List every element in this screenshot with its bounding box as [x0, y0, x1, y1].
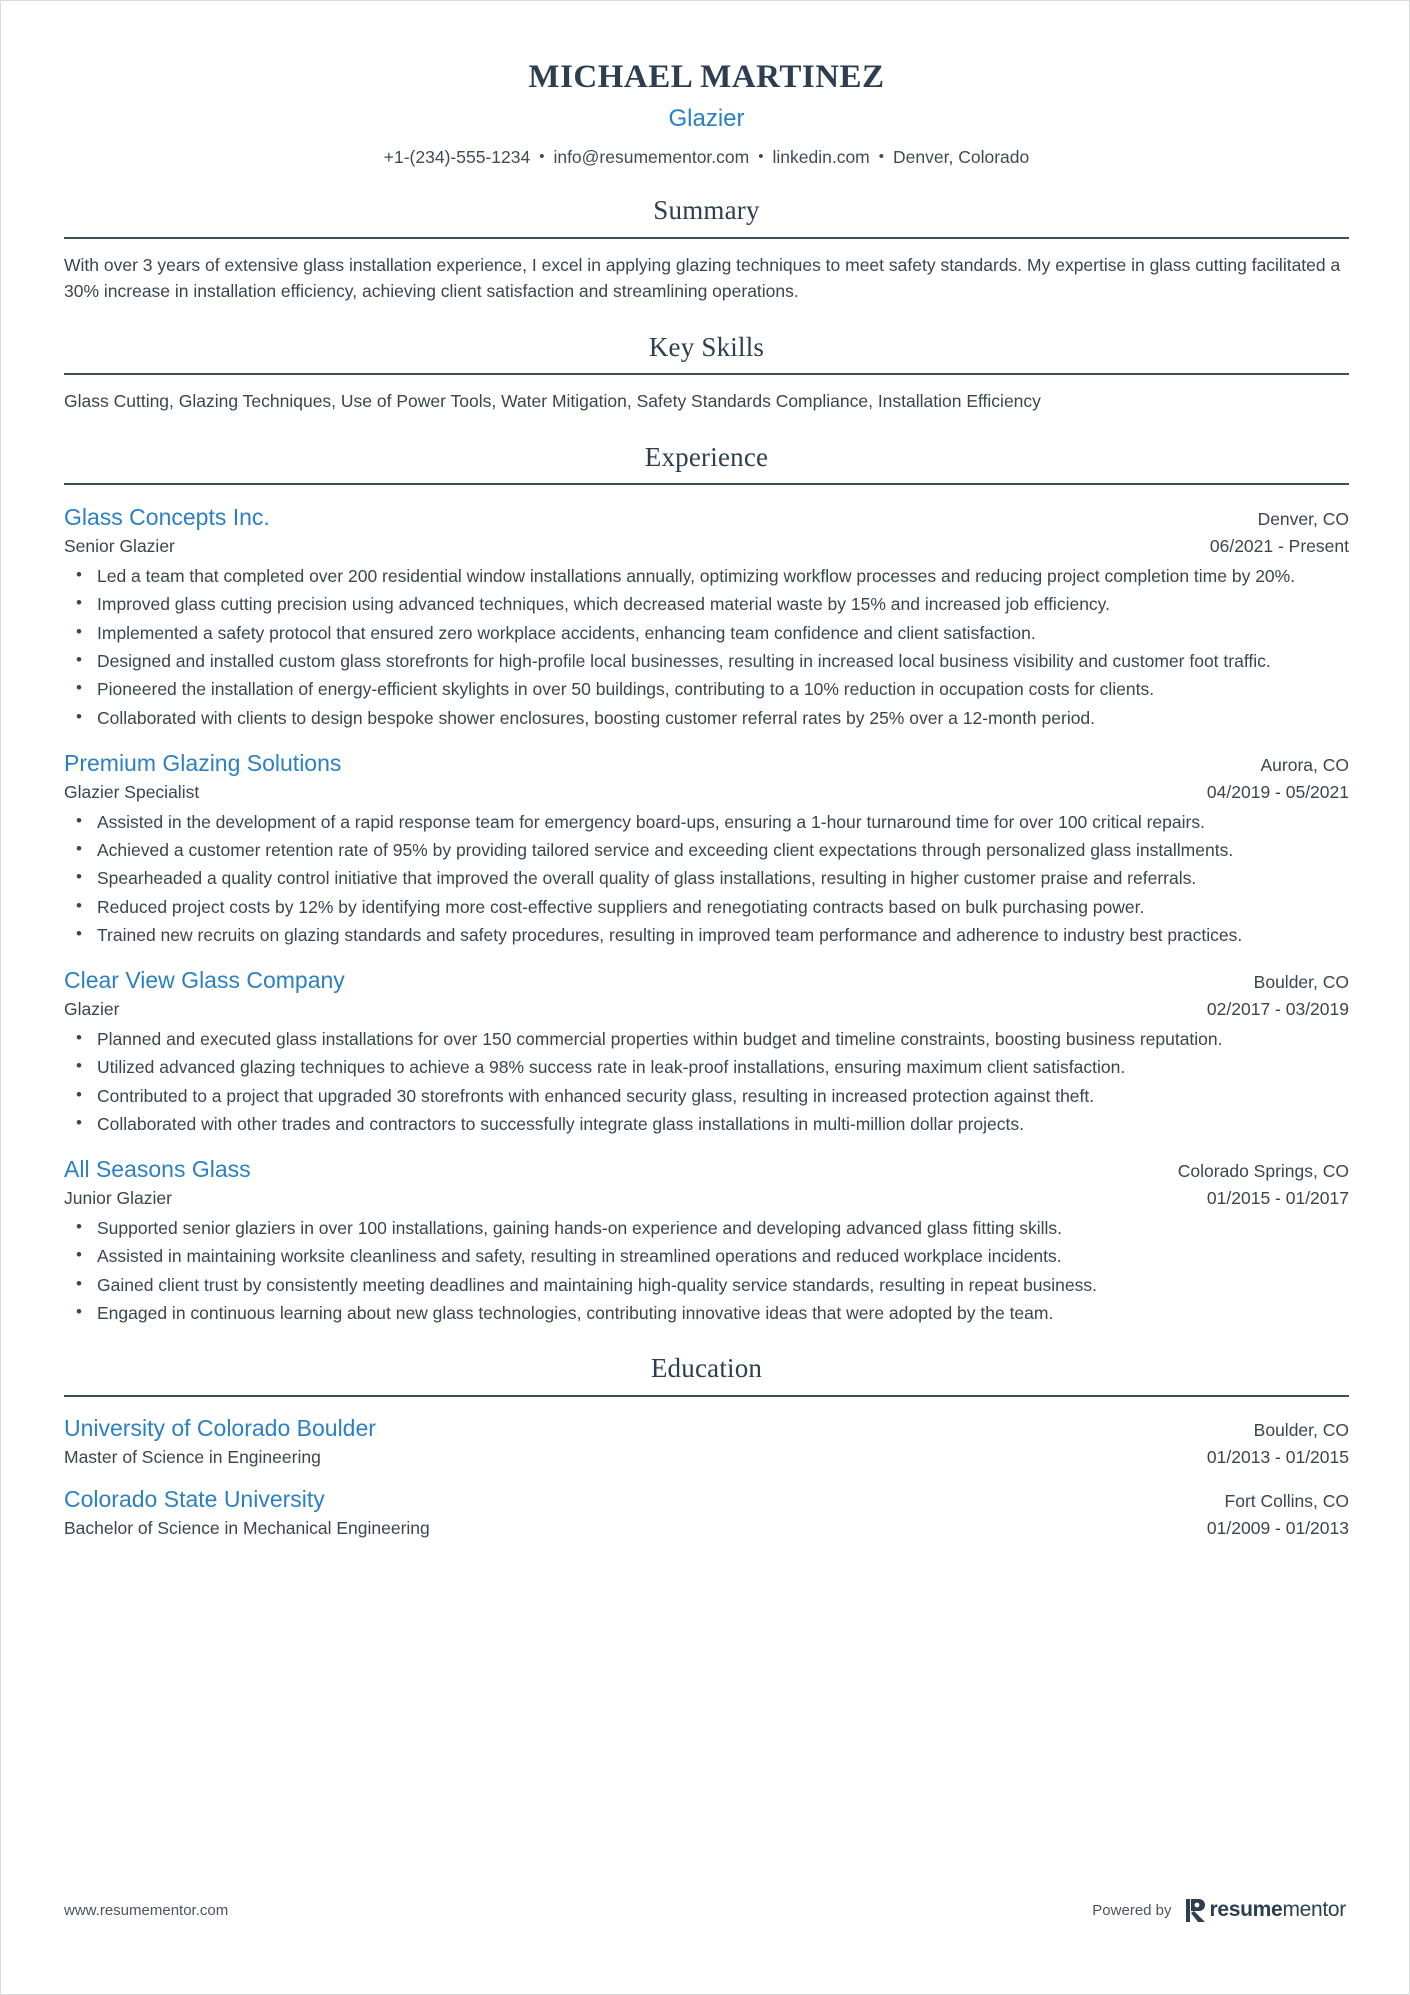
- experience-bullet: • Reduced project costs by 12% by identifying more cost-effective suppliers and renegotiating contracts based on bulk purchasing power.: [64, 895, 1349, 920]
- experience-bullet: • Collaborated with other trades and contractors to successfully integrate glass installations in multi-million dollar projects.: [64, 1112, 1349, 1137]
- experience-entry: [64, 1155, 1349, 1326]
- education-organization: Colorado State University: [64, 1486, 325, 1513]
- section-divider: [64, 237, 1349, 239]
- experience-entry-subheader: [64, 532, 1349, 558]
- section-title-key-skills: Key Skills: [648, 331, 765, 362]
- experience-bullet: • Spearheaded a quality control initiative that improved the overall quality of glass installations, resulting in higher customer praise and referrals.: [64, 866, 1349, 891]
- experience-bullet-list: [64, 810, 1349, 949]
- experience-entry-header: [64, 966, 1349, 995]
- contact-email: info@resumementor.com: [553, 146, 750, 167]
- experience-bullet: • Designed and installed custom glass storefronts for high-profile local businesses, resulting in increased local business visibility and customer foot traffic.: [64, 649, 1349, 674]
- experience-bullet: • Achieved a customer retention rate of 95% by providing tailored service and exceeding client expectations through personalized glass installments.: [64, 838, 1349, 863]
- education-location: Fort Collins, CO: [1224, 1491, 1349, 1512]
- experience-bullet: • Pioneered the installation of energy-efficient skylights in over 50 buildings, contributing to a 10% reduction in occupation costs for clients.: [64, 677, 1349, 702]
- education-entry-subheader: [64, 1514, 1349, 1540]
- logo-text-bold: resume: [1209, 1898, 1283, 1921]
- summary-text: With over 3 years of extensive glass installation experience, I excel in applying glazing techniques to meet safety standards. My expertise in glass cutting facilitated a 30% increase in installation efficiency, achieving client satisfaction and streamlining operations.: [64, 254, 1341, 301]
- experience-entry: [64, 966, 1349, 1137]
- education-dates: 01/2009 - 01/2013: [1206, 1518, 1349, 1539]
- section-divider: [64, 483, 1349, 485]
- experience-location: Boulder, CO: [1253, 972, 1349, 993]
- experience-bullet: • Trained new recruits on glazing standards and safety procedures, resulting in improved team performance and adherence to industry best practices.: [64, 923, 1349, 948]
- experience-entry-header: [64, 749, 1349, 778]
- experience-bullet: • Supported senior glaziers in over 100 installations, gaining hands-on experience and developing advanced glass fitting skills.: [64, 1216, 1349, 1241]
- experience-location: Aurora, CO: [1260, 755, 1349, 776]
- experience-role: Junior Glazier: [64, 1188, 172, 1209]
- experience-bullet: • Improved glass cutting precision using advanced techniques, which decreased material waste by 15% and increased job efficiency.: [64, 592, 1349, 617]
- job-title: Glazier: [668, 104, 745, 132]
- experience-entry-header: [64, 503, 1349, 532]
- education-dates: 01/2013 - 01/2015: [1206, 1446, 1349, 1467]
- contact-location: Denver, Colorado: [893, 146, 1030, 167]
- section-summary: [64, 194, 1349, 304]
- footer-url[interactable]: www.resumementor.com: [64, 1901, 229, 1919]
- resumementor-wordmark: [1210, 1898, 1346, 1922]
- education-entry-header: [64, 1414, 1349, 1443]
- experience-location: Denver, CO: [1257, 509, 1349, 530]
- key-skills-text: Glass Cutting, Glazing Techniques, Use of Power Tools, Water Mitigation, Safety Standards Compliance, Installation Efficiency: [64, 391, 1041, 412]
- resume-content: [64, 1, 1349, 1540]
- experience-entry: [64, 503, 1349, 731]
- education-list: [64, 1414, 1349, 1540]
- contact-linkedin[interactable]: linkedin.com: [772, 146, 870, 167]
- section-title-education: Education: [650, 1353, 763, 1384]
- experience-bullet-list: [64, 1027, 1349, 1138]
- experience-bullet: • Engaged in continuous learning about new glass technologies, contributing innovative ideas that were adopted by the team.: [64, 1301, 1349, 1326]
- experience-role: Glazier Specialist: [64, 781, 200, 802]
- section-title-experience: Experience: [644, 441, 769, 472]
- experience-bullet: • Collaborated with clients to design bespoke shower enclosures, boosting customer referral rates by 25% over a 12-month period.: [64, 706, 1349, 731]
- powered-by-label: Powered by: [1092, 1901, 1172, 1919]
- experience-bullet: • Assisted in maintaining worksite cleanliness and safety, resulting in streamlined operations and reduced workplace incidents.: [64, 1244, 1349, 1269]
- experience-organization: Premium Glazing Solutions: [64, 750, 342, 777]
- page-title: MICHAEL MARTINEZ: [528, 59, 885, 95]
- experience-entry-subheader: [64, 995, 1349, 1021]
- section-divider: [64, 373, 1349, 375]
- experience-bullet: • Gained client trust by consistently meeting deadlines and maintaining high-quality service standards, resulting in repeat business.: [64, 1273, 1349, 1298]
- experience-entry: [64, 749, 1349, 948]
- experience-bullet: • Led a team that completed over 200 residential window installations annually, optimizing workflow processes and reducing project completion time by 20%.: [64, 564, 1349, 589]
- education-degree: Master of Science in Engineering: [64, 1446, 321, 1467]
- experience-role: Glazier: [64, 999, 120, 1020]
- experience-dates: 06/2021 - Present: [1209, 536, 1349, 557]
- experience-list: [64, 503, 1349, 1326]
- section-title-summary: Summary: [653, 195, 760, 226]
- contact-line: [64, 146, 1349, 169]
- experience-bullet: • Implemented a safety protocol that ensured zero workplace accidents, enhancing team confidence and client satisfaction.: [64, 621, 1349, 646]
- education-entry: [64, 1485, 1349, 1540]
- education-entry-subheader: [64, 1443, 1349, 1469]
- experience-entry-subheader: [64, 1184, 1349, 1210]
- education-location: Boulder, CO: [1253, 1419, 1349, 1440]
- experience-bullet-list: [64, 564, 1349, 731]
- experience-bullet: • Contributed to a project that upgraded 30 storefronts with enhanced security glass, resulting in increased protection against theft.: [64, 1084, 1349, 1109]
- page-footer: [64, 1898, 1346, 1922]
- experience-bullet: • Utilized advanced glazing techniques to achieve a 98% success rate in leak-proof installations, ensuring maximum client satisfaction.: [64, 1055, 1349, 1080]
- section-education: [64, 1352, 1349, 1539]
- experience-location: Colorado Springs, CO: [1177, 1161, 1349, 1182]
- education-organization: University of Colorado Boulder: [64, 1414, 376, 1441]
- contact-separator-icon: •: [878, 147, 885, 165]
- education-degree: Bachelor of Science in Mechanical Engineering: [64, 1518, 430, 1539]
- experience-bullet-list: [64, 1216, 1349, 1327]
- contact-phone: +1-(234)-555-1234: [383, 146, 531, 167]
- experience-bullet: • Planned and executed glass installations for over 150 commercial properties within budget and timeline constraints, boosting business reputation.: [64, 1027, 1349, 1052]
- experience-organization: Glass Concepts Inc.: [64, 504, 270, 531]
- contact-separator-icon: •: [539, 147, 545, 165]
- logo-text-light: mentor: [1282, 1898, 1346, 1921]
- resumementor-mark-icon: [1186, 1899, 1205, 1922]
- education-entry-header: [64, 1485, 1349, 1514]
- experience-dates: 04/2019 - 05/2021: [1206, 781, 1349, 802]
- experience-organization: All Seasons Glass: [64, 1156, 251, 1183]
- experience-dates: 02/2017 - 03/2019: [1206, 999, 1349, 1020]
- experience-organization: Clear View Glass Company: [64, 967, 345, 994]
- experience-bullet: • Assisted in the development of a rapid response team for emergency board-ups, ensuring a 1-hour turnaround time for over 100 critical repairs.: [64, 810, 1349, 835]
- footer-branding: [1092, 1898, 1346, 1922]
- section-key-skills: [64, 331, 1349, 415]
- experience-role: Senior Glazier: [64, 536, 175, 557]
- resumementor-logo: [1186, 1898, 1346, 1922]
- experience-entry-header: [64, 1155, 1349, 1184]
- section-experience: [64, 441, 1349, 1327]
- education-entry: [64, 1414, 1349, 1469]
- experience-dates: 01/2015 - 01/2017: [1206, 1188, 1349, 1209]
- experience-entry-subheader: [64, 778, 1349, 804]
- contact-separator-icon: •: [758, 147, 764, 165]
- section-divider: [64, 1395, 1349, 1397]
